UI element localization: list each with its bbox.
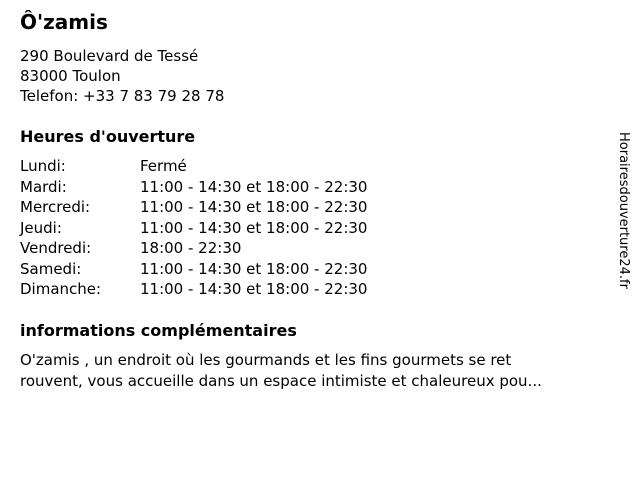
address-city: 83000 Toulon <box>20 67 121 85</box>
day-times: 11:00 - 14:30 et 18:00 - 22:30 <box>140 218 368 237</box>
hours-row-sunday <box>20 279 640 300</box>
day-times: 11:00 - 14:30 et 18:00 - 22:30 <box>140 280 368 298</box>
address-street: 290 Boulevard de Tessé <box>20 47 199 65</box>
site-watermark: Horairesdouverture24.fr <box>616 132 631 289</box>
phone-number: Telefon: +33 7 83 79 28 78 <box>20 87 225 105</box>
business-name: Ô'zamis <box>20 10 108 34</box>
additional-info-heading: informations complémentaires <box>20 320 297 340</box>
info-line-2: rouvent, vous accueille dans un espace intimiste et chaleureux pou... <box>20 371 542 390</box>
day-times: 11:00 - 14:30 et 18:00 - 22:30 <box>140 177 368 196</box>
hours-row-tuesday <box>20 177 640 198</box>
day-label: Mercredi: <box>20 198 91 216</box>
day-times: 18:00 - 22:30 <box>140 239 242 257</box>
address-block <box>20 46 640 106</box>
day-label: Jeudi: <box>20 218 62 237</box>
day-label: Samedi: <box>20 259 82 278</box>
hours-row-thursday <box>20 218 640 239</box>
additional-info-text <box>20 350 620 392</box>
day-label: Vendredi: <box>20 239 92 257</box>
day-label: Mardi: <box>20 177 67 196</box>
opening-hours-table <box>20 156 640 300</box>
hours-row-wednesday <box>20 197 640 218</box>
hours-row-friday <box>20 238 640 259</box>
day-label: Lundi: <box>20 157 66 175</box>
hours-row-monday <box>20 156 640 177</box>
opening-hours-heading: Heures d'ouverture <box>20 127 196 146</box>
day-times: 11:00 - 14:30 et 18:00 - 22:30 <box>140 259 368 278</box>
day-times: Fermé <box>140 157 187 175</box>
info-line-1: O'zamis , un endroit où les gourmands et les fins gourmets se ret <box>20 350 512 369</box>
day-times: 11:00 - 14:30 et 18:00 - 22:30 <box>140 198 368 216</box>
day-label: Dimanche: <box>20 280 102 298</box>
hours-row-saturday <box>20 259 640 280</box>
